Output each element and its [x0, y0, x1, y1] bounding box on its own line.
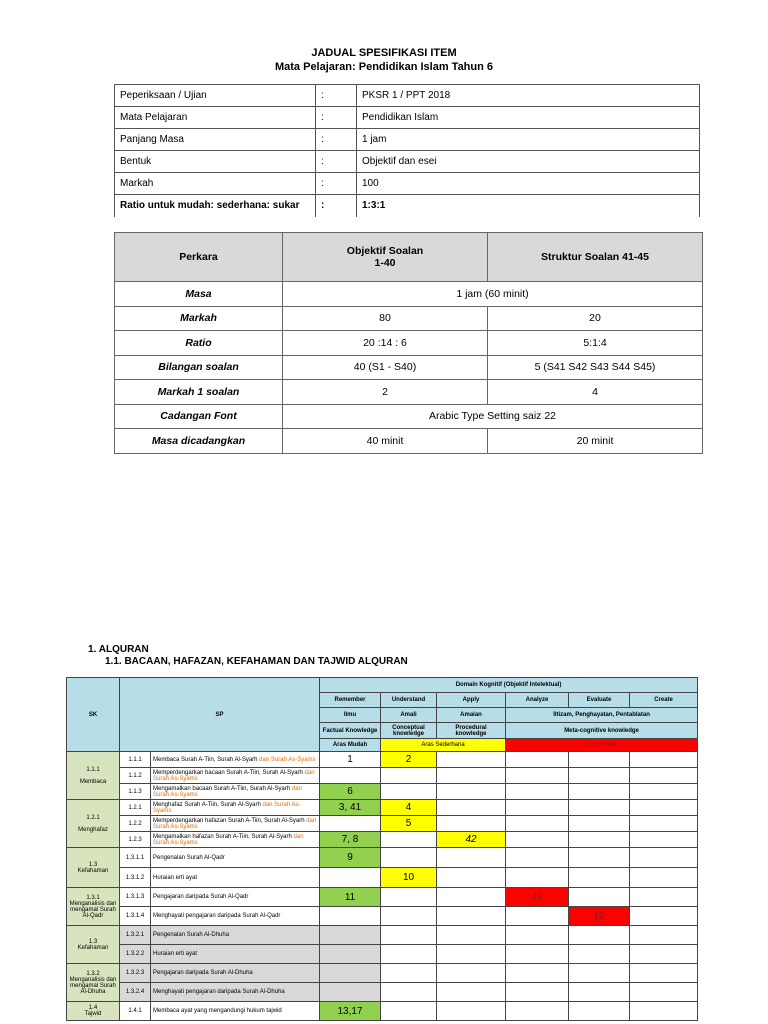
cell-evaluate [569, 768, 630, 784]
sp-code: 1.1.1 [120, 752, 151, 768]
cell-remember [320, 945, 381, 964]
cell-analyze [506, 907, 569, 926]
table-row [67, 784, 698, 800]
sp-text-orange: dan Surah As-Syams [153, 817, 317, 830]
cell-remember: 7, 8 [320, 832, 381, 848]
summary-key: Masa dicadangkan [115, 429, 283, 454]
cell-remember: 13,17 [320, 1002, 381, 1021]
sk-label-kefahaman: 1.3 Kefahaman [67, 848, 120, 888]
header-factual: Factual Knowledge [320, 723, 381, 739]
document-title: JADUAL SPESIFIKASI ITEM [311, 47, 457, 59]
cell-understand [381, 848, 437, 868]
cell-remember: 3, 41 [320, 800, 381, 816]
cell-understand: 5 [381, 816, 437, 832]
cell-create [630, 964, 698, 983]
cell-create [630, 832, 698, 848]
sp-code: 1.4.1 [120, 1002, 151, 1021]
sp-text-orange: dan Surah As-Syams [153, 785, 302, 798]
sp-text-main: Mengamalkan bacaan Surah A-Tiin, Surah Al-Syarh [153, 785, 292, 792]
sp-text [151, 832, 320, 848]
summary-value-objektif: 80 [283, 306, 488, 331]
cell-evaluate [569, 926, 630, 945]
cell-apply [437, 907, 506, 926]
sp-text: Menghayati pengajaran daripada Surah Al-Qadr [151, 907, 320, 926]
summary-value-struktur: 4 [488, 380, 703, 405]
summary-value-struktur: 20 minit [488, 429, 703, 454]
cell-evaluate [569, 888, 630, 907]
summary-merged-value: 1 jam (60 minit) [283, 282, 703, 307]
sp-text: Huraian erti ayat [151, 945, 320, 964]
cell-evaluate [569, 848, 630, 868]
sp-text: Pengajaran daripada Surah Al-Qadr [151, 888, 320, 907]
sp-text [151, 800, 320, 816]
level-apply: Apply [437, 693, 506, 708]
sp-code: 1.3.1.4 [120, 907, 151, 926]
summary-header-row [115, 233, 703, 282]
cell-understand: 10 [381, 868, 437, 888]
cell-analyze [506, 964, 569, 983]
sk-label-menganalisis-qadr: 1.3.1 Menganalisis dan mengamal Surah Al-Qadr [67, 888, 120, 926]
sp-text-main: Menghafaz Surah A-Tiin, Surah Al-Syarh [153, 801, 263, 808]
summary-key: Ratio [115, 331, 283, 356]
sk-label-menghafaz: 1.2.1 Menghafaz [67, 800, 120, 848]
level-analyze: Analyze [506, 693, 569, 708]
cell-remember [320, 868, 381, 888]
sp-text-orange: dan Surah As-Syams [153, 769, 315, 782]
cell-understand [381, 926, 437, 945]
summary-value-objektif: 40 minit [283, 429, 488, 454]
info-label: Mata Pelajaran [115, 107, 316, 129]
cell-remember: 11 [320, 888, 381, 907]
spec-header-domain: Domain Kognitif (Objektif Intelektual) [320, 678, 698, 693]
info-sep: : [316, 107, 357, 129]
cell-create [630, 888, 698, 907]
summary-row [115, 380, 703, 405]
table-row [67, 964, 698, 983]
cell-evaluate [569, 868, 630, 888]
info-label: Panjang Masa [115, 129, 316, 151]
cell-remember [320, 983, 381, 1002]
summary-value-struktur: 20 [488, 306, 703, 331]
cell-evaluate: 12 [569, 907, 630, 926]
spec-header-sk: SK [67, 678, 120, 752]
sp-text-main: Membaca Surah A-Tiin, Surah Al-Syarh [153, 756, 260, 763]
cell-analyze [506, 868, 569, 888]
summary-header-objektif: Objektif Soalan 1-40 [283, 233, 488, 282]
cell-understand [381, 964, 437, 983]
cell-understand: 4 [381, 800, 437, 816]
table-row [67, 832, 698, 848]
spec-header-row [67, 678, 698, 693]
cell-understand [381, 888, 437, 907]
cell-apply [437, 888, 506, 907]
spec-header-sp: SP [120, 678, 320, 752]
info-row [115, 107, 700, 129]
sp-text-orange: dan Surah As-Syams [153, 801, 301, 814]
table-row [67, 907, 698, 926]
subsection-heading: 1.1. BACAAN, HAFAZAN, KEFAHAMAN DAN TAJWID ALQURAN [105, 656, 408, 667]
sp-text: Membaca ayat yang mengandungi hukum tajwid [151, 1002, 320, 1021]
summary-row [115, 404, 703, 429]
cell-understand [381, 945, 437, 964]
aras-mudah: Aras Mudah [320, 739, 381, 752]
sp-text [151, 752, 320, 768]
sp-text: Huraian erti ayat [151, 868, 320, 888]
cell-remember: 1 [320, 752, 381, 768]
cell-analyze [506, 832, 569, 848]
info-value: 100 [357, 173, 700, 195]
header-iltizam: Iltizam, Penghayatan, Pentablatan [506, 708, 698, 723]
sp-text-main: Memperdengarkan hafazan Surah A-Tiin, Surah Al-Syarh [153, 817, 307, 824]
cell-evaluate [569, 800, 630, 816]
info-value: 1:3:1 [357, 195, 700, 217]
sp-text: Pengajaran daripada Surah Al-Dhuha [151, 964, 320, 983]
sk-label-kefahaman-2: 1.3 Kefahaman [67, 926, 120, 964]
summary-key: Bilangan soalan [115, 355, 283, 380]
table-row [67, 888, 698, 907]
sp-text [151, 816, 320, 832]
header-procedural: Procedural knowledge [437, 723, 506, 739]
sp-text [151, 768, 320, 784]
cell-analyze [506, 800, 569, 816]
cell-apply [437, 868, 506, 888]
sp-text-orange: dan Surah As-Syams [259, 756, 316, 763]
level-evaluate: Evaluate [569, 693, 630, 708]
cell-create [630, 816, 698, 832]
summary-header-perkara: Perkara [115, 233, 283, 282]
info-row [115, 151, 700, 173]
cell-apply [437, 964, 506, 983]
info-sep: : [316, 195, 357, 217]
table-row [67, 848, 698, 868]
summary-header-struktur: Struktur Soalan 41-45 [488, 233, 703, 282]
table-row [67, 816, 698, 832]
cell-understand [381, 768, 437, 784]
aras-sederhana: Aras Sederhana [381, 739, 506, 752]
cell-create [630, 800, 698, 816]
sp-text: Pengenalan Surah Al-Qadr [151, 848, 320, 868]
cell-create [630, 926, 698, 945]
sp-code: 1.1.3 [120, 784, 151, 800]
cell-apply: 42 [437, 832, 506, 848]
level-understand: Understand [381, 693, 437, 708]
sp-code: 1.3.1.1 [120, 848, 151, 868]
sp-code: 1.2.3 [120, 832, 151, 848]
cell-analyze [506, 945, 569, 964]
cell-create [630, 945, 698, 964]
info-value: 1 jam [357, 129, 700, 151]
summary-row [115, 331, 703, 356]
info-value: Objektif dan esei [357, 151, 700, 173]
header-amalan: Amalan [437, 708, 506, 723]
cell-evaluate [569, 945, 630, 964]
cell-create [630, 1002, 698, 1021]
summary-row [115, 306, 703, 331]
cell-analyze [506, 816, 569, 832]
section-heading: 1. ALQURAN [88, 644, 149, 655]
cell-analyze [506, 784, 569, 800]
cell-apply [437, 983, 506, 1002]
cell-create [630, 752, 698, 768]
cell-understand [381, 832, 437, 848]
sp-text-orange: dan Surah As-Syams [153, 833, 304, 846]
sp-text [151, 784, 320, 800]
info-sep: : [316, 151, 357, 173]
table-row [67, 868, 698, 888]
table-row [67, 945, 698, 964]
cell-analyze [506, 1002, 569, 1021]
header-amali: Amali [381, 708, 437, 723]
sp-code: 1.3.1.3 [120, 888, 151, 907]
summary-value-objektif: 20 :14 : 6 [283, 331, 488, 356]
cell-apply [437, 768, 506, 784]
sp-code: 1.3.2.4 [120, 983, 151, 1002]
summary-merged-value: Arabic Type Setting saiz 22 [283, 404, 703, 429]
header-ilmu: Ilmu [320, 708, 381, 723]
cell-analyze: 43 [506, 888, 569, 907]
info-row [115, 129, 700, 151]
info-row [115, 195, 700, 217]
cell-remember [320, 964, 381, 983]
sk-label-menganalisis-dhuha: 1.3.2 Menganalisis dan mengamal Surah Al-Dhuha [67, 964, 120, 1002]
info-sep: : [316, 129, 357, 151]
sp-code: 1.3.2.1 [120, 926, 151, 945]
cell-create [630, 868, 698, 888]
cell-analyze [506, 983, 569, 1002]
item-specification-table [66, 677, 698, 1021]
info-label: Peperiksaan / Ujian [115, 85, 316, 107]
cell-create [630, 784, 698, 800]
cell-apply [437, 848, 506, 868]
summary-row [115, 429, 703, 454]
cell-evaluate [569, 983, 630, 1002]
info-sep: : [316, 173, 357, 195]
cell-evaluate [569, 1002, 630, 1021]
info-row [115, 85, 700, 107]
sp-code: 1.3.2.3 [120, 964, 151, 983]
cell-understand: 2 [381, 752, 437, 768]
cell-analyze [506, 768, 569, 784]
cell-evaluate [569, 832, 630, 848]
aras-sukar: Aras Sukar [506, 739, 698, 752]
sk-label-membaca: 1.1.1 Membaca [67, 752, 120, 800]
level-remember: Remember [320, 693, 381, 708]
sp-code: 1.3.2.2 [120, 945, 151, 964]
table-row [67, 768, 698, 784]
cell-analyze [506, 848, 569, 868]
exam-info-table [114, 84, 700, 217]
cell-remember [320, 816, 381, 832]
cell-remember [320, 907, 381, 926]
cell-evaluate [569, 752, 630, 768]
cell-understand [381, 983, 437, 1002]
summary-key: Masa [115, 282, 283, 307]
summary-key: Markah [115, 306, 283, 331]
cell-apply [437, 800, 506, 816]
sk-label-tajwid: 1.4 Tajwid [67, 1002, 120, 1021]
sp-code: 1.2.2 [120, 816, 151, 832]
cell-apply [437, 752, 506, 768]
cell-apply [437, 816, 506, 832]
info-row [115, 173, 700, 195]
table-row [67, 1002, 698, 1021]
info-value: PKSR 1 / PPT 2018 [357, 85, 700, 107]
level-create: Create [630, 693, 698, 708]
document-subtitle: Mata Pelajaran: Pendidikan Islam Tahun 6 [274, 61, 494, 73]
sp-text: Menghayati pengajaran daripada Surah Al-Dhuha [151, 983, 320, 1002]
sp-code: 1.2.1 [120, 800, 151, 816]
table-row [67, 800, 698, 816]
summary-row [115, 355, 703, 380]
summary-key: Cadangan Font [115, 404, 283, 429]
cell-create [630, 848, 698, 868]
summary-value-struktur: 5:1:4 [488, 331, 703, 356]
cell-analyze [506, 926, 569, 945]
header-meta: Meta-cognitive knowledge [506, 723, 698, 739]
sp-code: 1.1.2 [120, 768, 151, 784]
cell-apply [437, 945, 506, 964]
cell-understand [381, 784, 437, 800]
cell-evaluate [569, 816, 630, 832]
cell-apply [437, 926, 506, 945]
cell-evaluate [569, 784, 630, 800]
sp-text-main: Memperdengarkan bacaan Surah A-Tiin, Surah Al-Syarh [153, 769, 305, 776]
cell-create [630, 983, 698, 1002]
info-sep: : [316, 85, 357, 107]
header-conceptual: Conceptual knowledge [381, 723, 437, 739]
document-title-block [0, 46, 768, 74]
cell-apply [437, 784, 506, 800]
sp-text-main: Mengamalkan hafazan Surah A-Tiin, Surah Al-Syarh [153, 833, 294, 840]
summary-row [115, 282, 703, 307]
info-label: Markah [115, 173, 316, 195]
cell-understand [381, 907, 437, 926]
table-row [67, 983, 698, 1002]
cell-remember [320, 926, 381, 945]
cell-apply [437, 1002, 506, 1021]
cell-create [630, 907, 698, 926]
table-row [67, 752, 698, 768]
cell-remember [320, 768, 381, 784]
summary-value-struktur: 5 (S41 S42 S43 S44 S45) [488, 355, 703, 380]
summary-value-objektif: 2 [283, 380, 488, 405]
cell-evaluate [569, 964, 630, 983]
sp-text: Pengenalan Surah Al-Dhuha [151, 926, 320, 945]
info-value: Pendidikan Islam [357, 107, 700, 129]
cell-understand [381, 1002, 437, 1021]
sp-code: 1.3.1.2 [120, 868, 151, 888]
cell-create [630, 768, 698, 784]
summary-key: Markah 1 soalan [115, 380, 283, 405]
info-label: Ratio untuk mudah: sederhana: sukar [115, 195, 316, 217]
cell-analyze [506, 752, 569, 768]
summary-value-objektif: 40 (S1 - S40) [283, 355, 488, 380]
exam-summary-table [114, 232, 703, 454]
table-row [67, 926, 698, 945]
cell-remember: 9 [320, 848, 381, 868]
cell-remember: 6 [320, 784, 381, 800]
info-label: Bentuk [115, 151, 316, 173]
